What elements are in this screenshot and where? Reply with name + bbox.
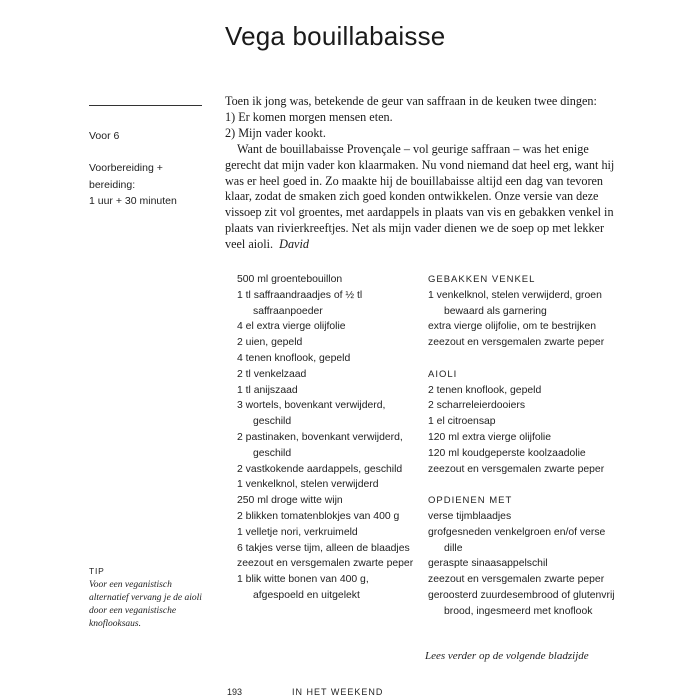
ingredient-item: 2 vastkokende aardappels, geschild (237, 463, 403, 475)
intro-paragraph (225, 142, 615, 253)
prep-info (89, 160, 209, 210)
ingredient-item: 3 wortels, bovenkant verwijderd, geschild (237, 400, 386, 428)
prep-label: Voorbereiding + bereiding: (89, 162, 163, 191)
ingredient-item: 2 uien, gepeld (237, 337, 303, 349)
aioli-item: zeezout en versgemalen zwarte peper (428, 463, 605, 475)
ingredient-item: 1 tl saffraandraadjes of ½ tl saffraanpoeder (237, 289, 363, 317)
ingredient-item: 250 ml droge witte wijn (237, 495, 343, 507)
intro-line: 1) Er komen morgen mensen eten. (225, 109, 393, 124)
sidebar-divider (89, 105, 202, 106)
side-recipes (428, 272, 618, 620)
ingredient-item: 2 tl venkelzaad (237, 368, 307, 380)
fennel-heading: GEBAKKEN VENKEL (428, 274, 536, 285)
intro-line: 2) Mijn vader kookt. (225, 125, 326, 140)
serve-item: geroosterd zuurdesembrood of glutenvrij brood, ingesmeerd met knoflook (428, 589, 615, 617)
ingredient-item: 6 takjes verse tijm, alleen de blaadjes (237, 542, 410, 554)
aioli-item: 120 ml koudgeperste koolzaadolie (428, 447, 586, 459)
intro-paragraph-text: Want de bouillabaisse Provençale – vol geurige saffraan – was het enige gerecht dat mijn vader kon klaarmaken. Nu vond niemand dat heel erg, want hij was er heel goed in. Zo maakte hij de bouillabaisse altijd een dag van tevoren klaar, zodat de smaken zich goed konden ontwikkelen. Onze versie van deze vissoep zit vol groentes, met aardappels in plaats van vis en gebakken venkel in plaats van rivierkreeftjes. Net als mijn vader dienen we de soep op met lekker veel aioli. (225, 141, 615, 252)
aioli-item: 120 ml extra vierge olijfolie (428, 431, 552, 443)
serve-item: verse tijmblaadjes (428, 510, 512, 522)
serve-item: zeezout en versgemalen zwarte peper (428, 574, 605, 586)
fennel-item: 1 venkelknol, stelen verwijderd, groen bewaard als garnering (428, 289, 602, 317)
section-title: IN HET WEEKEND (292, 687, 384, 697)
page-number: 193 (227, 687, 243, 697)
intro-line: Toen ik jong was, betekende de geur van saffraan in de keuken twee dingen: (225, 94, 597, 108)
ingredient-item: 1 blik witte bonen van 400 g, afgespoeld en uitgelekt (237, 574, 369, 601)
serve-item: grofgesneden venkelgroen en/of verse dille (428, 526, 606, 554)
section-spacer (428, 351, 618, 367)
ingredient-list (237, 272, 422, 604)
serve-heading: OPDIENEN MET (428, 495, 513, 507)
ingredient-item: 500 ml groentebouillon (237, 274, 343, 285)
prep-time: 1 uur + 30 minuten (89, 195, 177, 207)
ingredient-item: 2 blikken tomatenblokjes van 400 g (237, 510, 400, 522)
tip-text: Voor een veganistisch alternatief vervang je de aioli door een veganistische knoflooksaus. (89, 580, 202, 629)
continue-note: Lees verder op de volgende bladzijde (425, 650, 589, 662)
fennel-item: zeezout en versgemalen zwarte peper (428, 337, 605, 349)
intro-signature: David (279, 237, 309, 252)
servings: Voor 6 (89, 130, 120, 142)
ingredient-item: 2 pastinaken, bovenkant verwijderd, geschild (237, 431, 403, 459)
tip-label: TIP (89, 566, 105, 576)
ingredient-item: 1 tl anijszaad (237, 384, 298, 396)
ingredient-item: 4 tenen knoflook, gepeld (237, 352, 351, 364)
section-spacer (428, 477, 618, 493)
ingredient-item: 1 velletje nori, verkruimeld (237, 526, 358, 538)
aioli-item: 2 scharreleierdooiers (428, 400, 526, 412)
fennel-item: extra vierge olijfolie, om te bestrijken (428, 321, 597, 333)
aioli-item: 2 tenen knoflook, gepeld (428, 384, 542, 396)
ingredient-item: zeezout en versgemalen zwarte peper (237, 558, 414, 570)
ingredient-item: 1 venkelknol, stelen verwijderd (237, 479, 379, 491)
intro-text (225, 94, 615, 253)
aioli-item: 1 el citroensap (428, 416, 496, 428)
aioli-heading: AIOLI (428, 368, 458, 380)
ingredient-item: 4 el extra vierge olijfolie (237, 321, 346, 333)
serve-item: geraspte sinaasappelschil (428, 558, 548, 570)
page-title: Vega bouillabaisse (225, 21, 446, 52)
